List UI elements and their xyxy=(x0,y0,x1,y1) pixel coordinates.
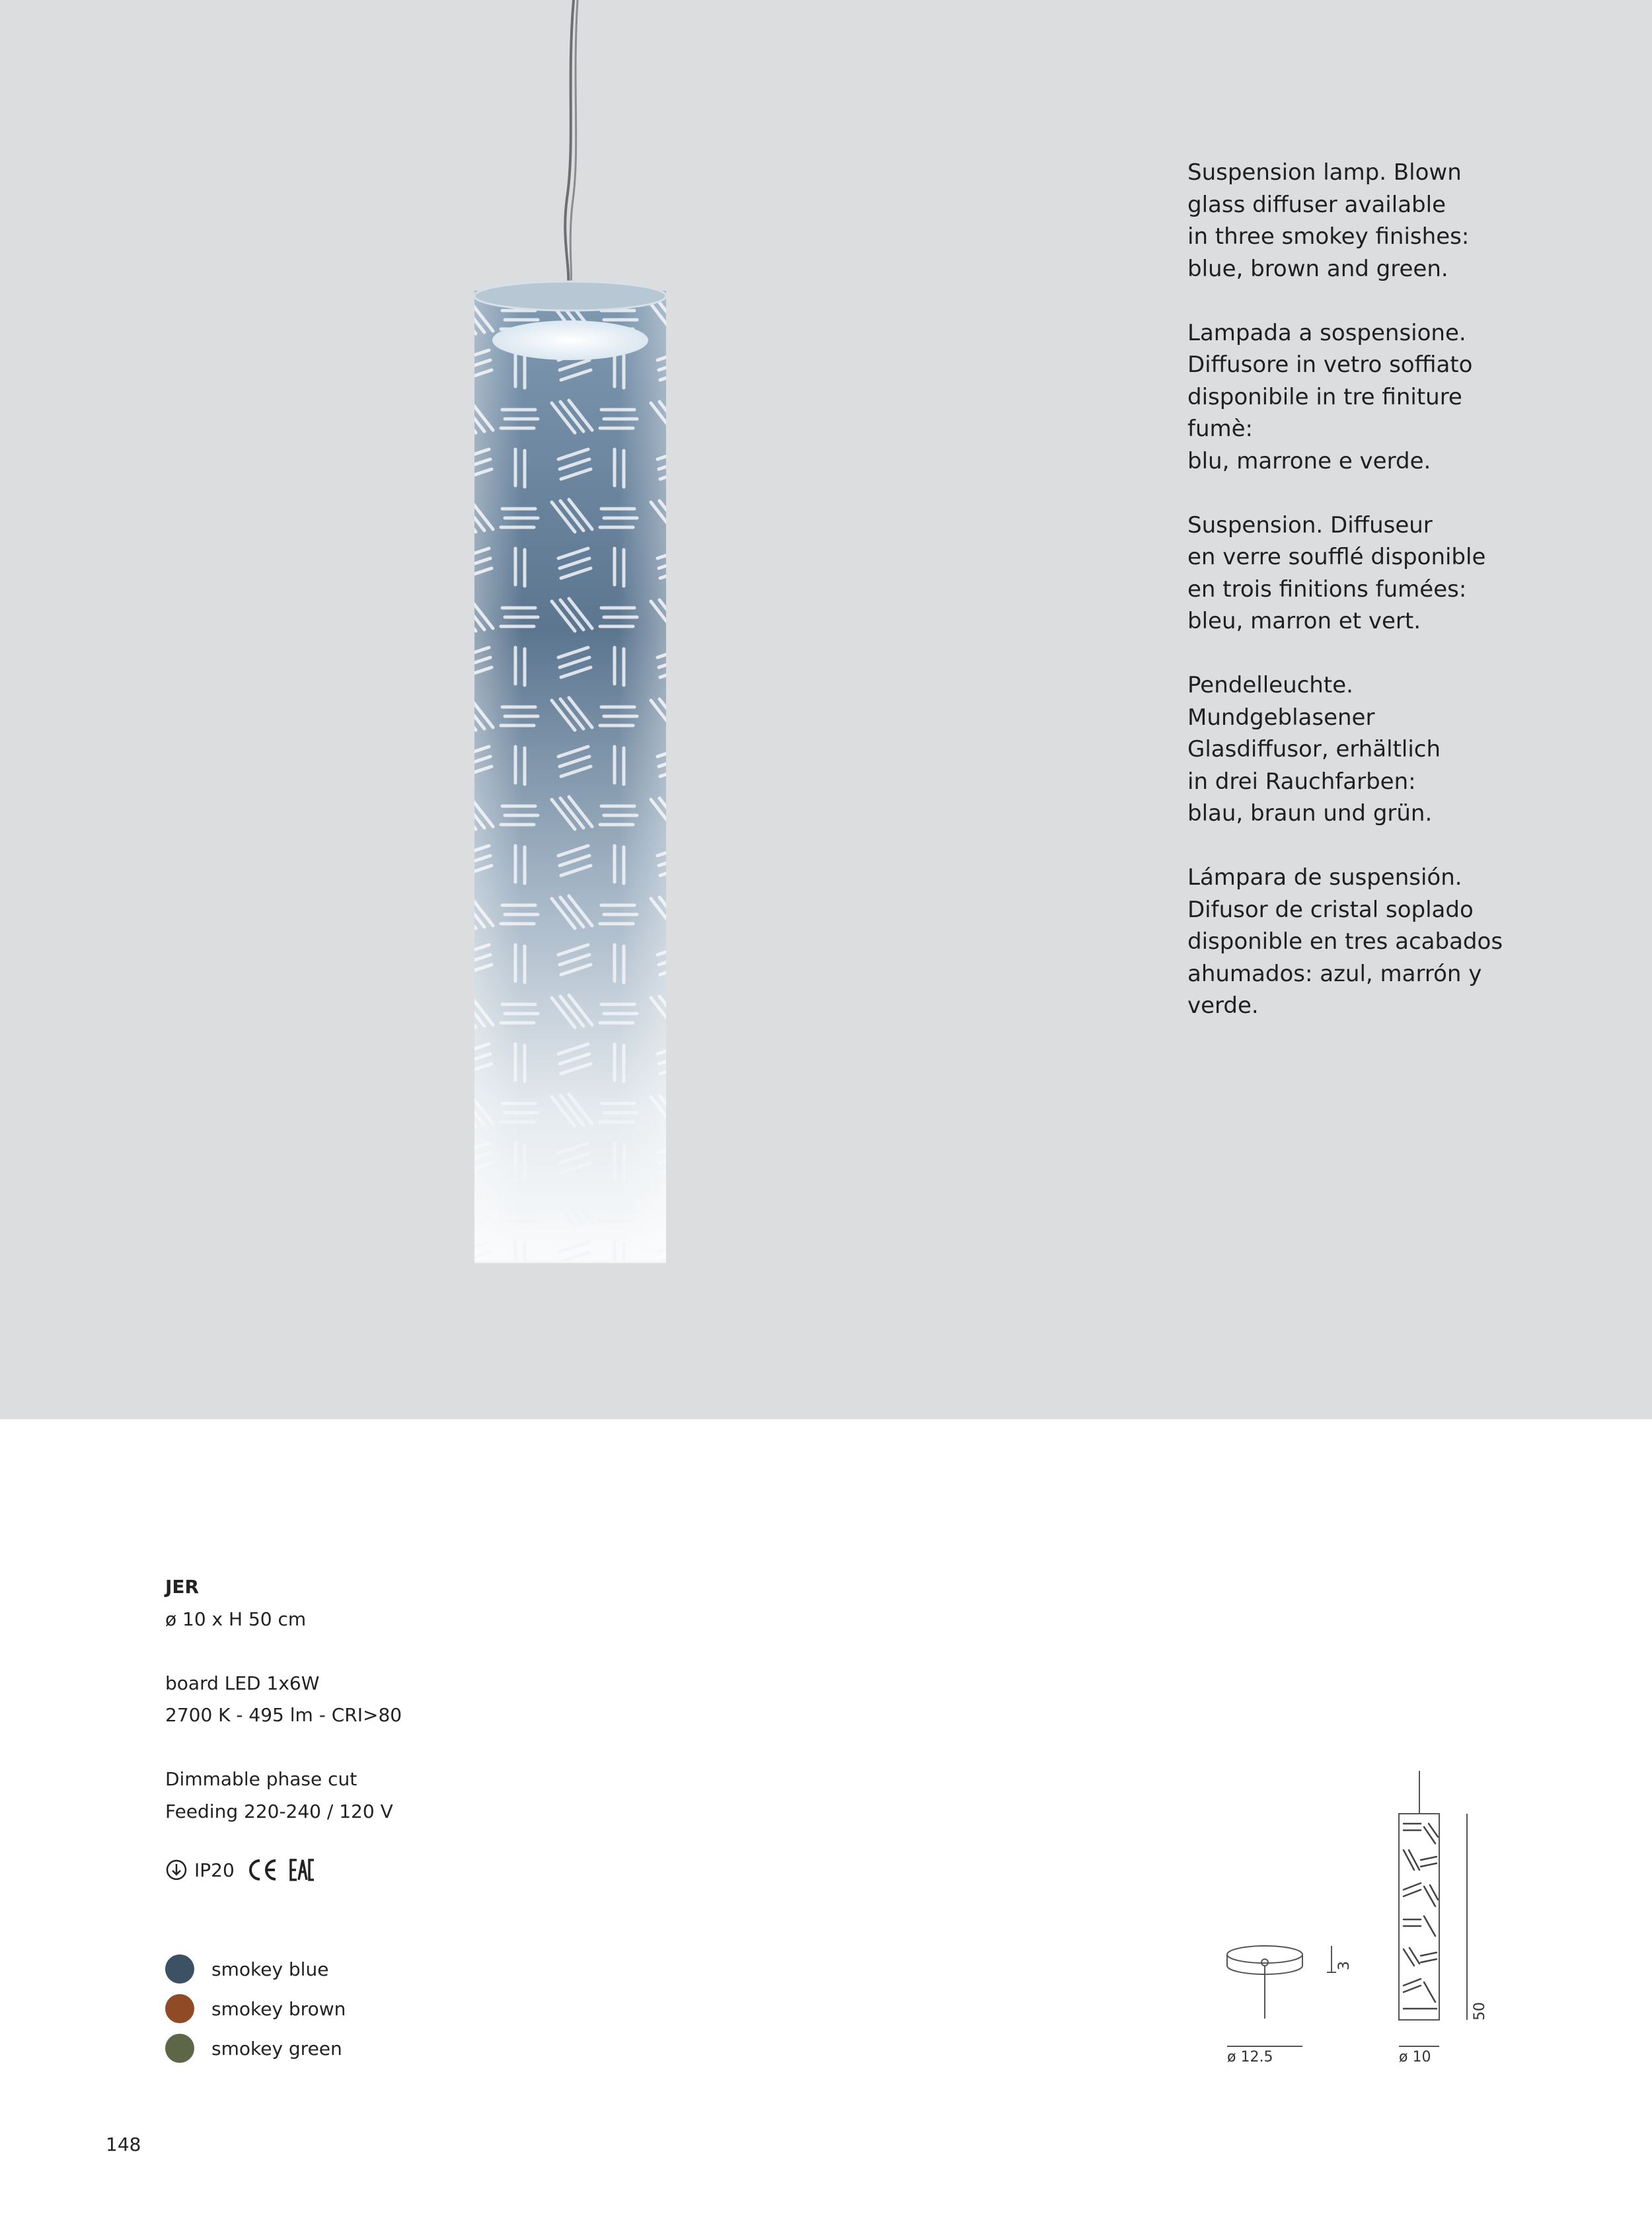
product-name: JER xyxy=(165,1576,200,1598)
product-dimming: Dimmable phase cut xyxy=(165,1768,357,1790)
page-number: 148 xyxy=(106,2134,141,2155)
canopy-diameter-label: ø 12.5 xyxy=(1227,2049,1273,2065)
description-it: Lampada a sospensione. Diffusore in vetro soffiato disponibile in tre finiture fumè: blu, marrone e verde. xyxy=(1187,319,1473,474)
product-dimensions: ø 10 x H 50 cm xyxy=(165,1608,307,1630)
finish-label: smokey blue xyxy=(211,1958,329,1980)
ip-rating: IP20 xyxy=(194,1859,235,1881)
canopy-height-label: 3 xyxy=(1336,1961,1353,1970)
finish-label: smokey green xyxy=(211,2037,342,2060)
description-de: Pendelleuchte. Mundgeblasener Glasdiffusor, erhältlich in drei Rauchfarben: blau, braun und grün. xyxy=(1187,672,1441,827)
body-height-label: 50 xyxy=(1472,2002,1488,2021)
ce-mark-text: CE xyxy=(246,1858,248,1859)
finish-label: smokey brown xyxy=(211,1997,346,2020)
description-es: Lámpara de suspensión. Difusor de cristal soplado disponible en tres acabados ahumados: azul, marrón y verde. xyxy=(1187,864,1503,1019)
description-en: Suspension lamp. Blown glass diffuser available in three smokey finishes: blue, brown and green. xyxy=(1187,159,1470,282)
description-fr: Suspension. Diffuseur en verre soufflé disponible en trois finitions fumées: bleu, marron et vert. xyxy=(1187,511,1486,634)
product-led: board LED 1x6W xyxy=(165,1672,320,1694)
body-diameter-label: ø 10 xyxy=(1399,2049,1431,2065)
product-feeding: Feeding 220-240 / 120 V xyxy=(165,1800,393,1822)
product-light: 2700 K - 495 lm - CRI>80 xyxy=(165,1704,402,1726)
eac-mark-text: EAC xyxy=(288,1858,290,1859)
